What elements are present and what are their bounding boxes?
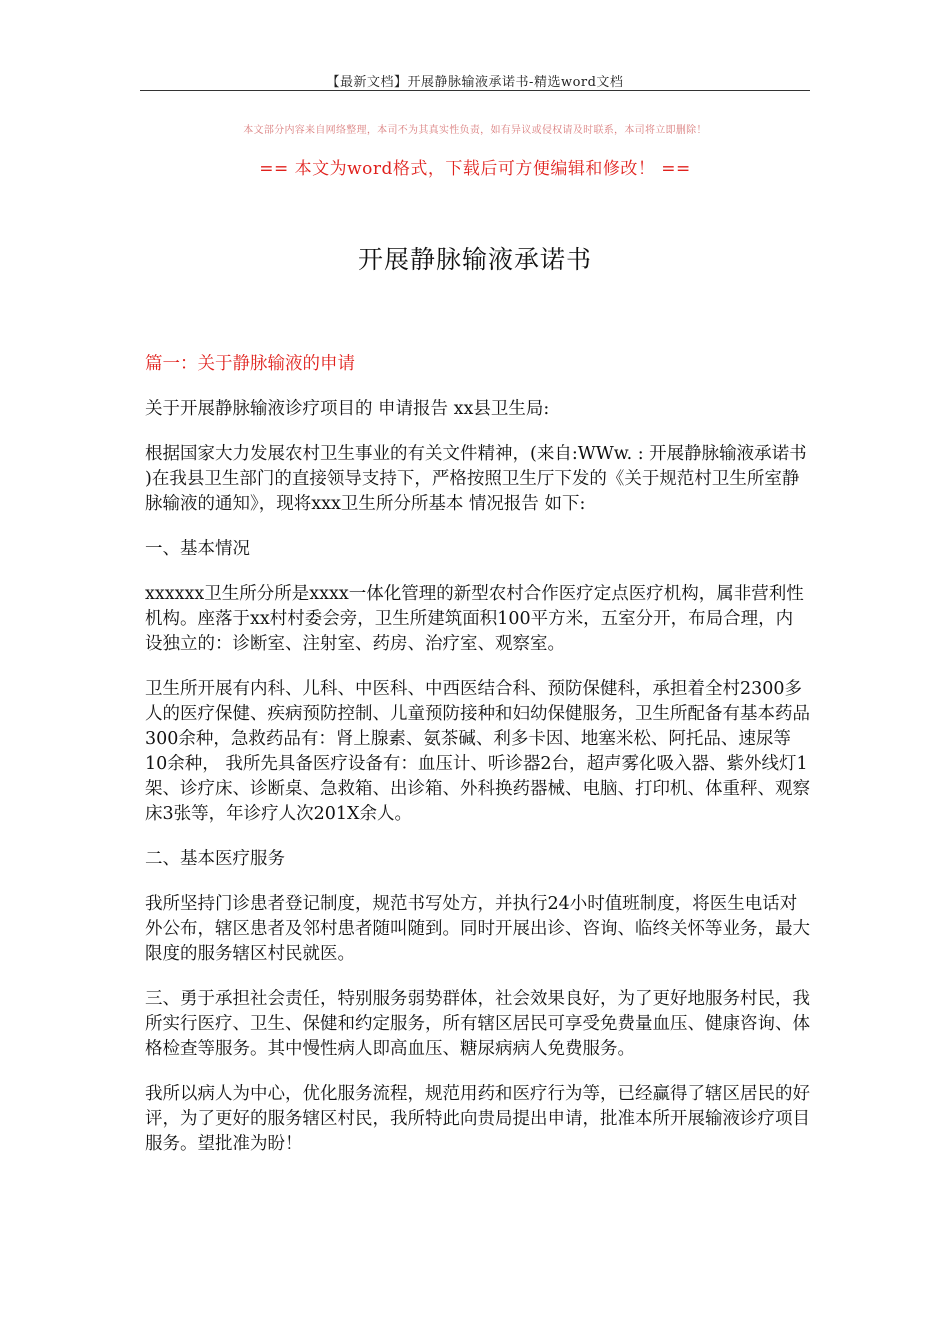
disclaimer-text: 本文部分内容来自网络整理，本司不为其真实性负责，如有异议或侵权请及时联系，本司将立即删除！ [243, 125, 707, 136]
heading-medical-services: 二、基本医疗服务 [145, 849, 285, 869]
heading-basic-info: 一、基本情况 [145, 539, 250, 559]
paragraph-intro: 根据国家大力发展农村卫生事业的有关文件精神，(来自:WWw. : 开展静脉输液承诺书 )在我县卫生部门的直接领导支持下，严格按照卫生厅下发的《关于规范村卫生所室静脉输液的通知》，现将xxx卫生所分所基本 情况报告 如下: [145, 444, 807, 514]
section-heading: 篇一：关于静脉输液的申请 [145, 354, 355, 374]
paragraph-request: 我所以病人为中心，优化服务流程，规范用药和医疗行为等，已经赢得了辖区居民的好评，为了更好的服务辖区村民，我所特此向贵局提出申请，批准本所开展输液诊疗项目服务。望批准为盼！ [145, 1084, 810, 1154]
document-body [145, 352, 810, 1177]
paragraph-departments: 卫生所开展有内科、儿科、中医科、中西医结合科、预防保健科，承担着全村2300多人的医疗保健、疾病预防控制、儿童预防接种和妇幼保健服务，卫生所配备有基本药品300余种，急救药品有：肾上腺素、氨茶碱、利多卡因、地塞米松、阿托品、速尿等10余种， 我所先具备医疗设备有：血压计、听诊器2台，超声雾化吸入器、紫外线灯1架、诊疗床、诊断桌、急救箱、出诊箱、外科换药器械、电脑、打印机、体重秤、观察床3张等，年诊疗人次201X余人。 [145, 679, 810, 824]
document-title: 开展静脉输液承诺书 [357, 245, 592, 274]
paragraph-services: 我所坚持门诊患者登记制度，规范书写处方，并执行24小时值班制度，将医生电话对外公布，辖区患者及邻村患者随叫随到。同时开展出诊、咨询、临终关怀等业务，最大限度的服务辖区村民就医。 [145, 894, 810, 964]
paragraph-social-responsibility: 三、勇于承担社会责任，特别服务弱势群体，社会效果良好，为了更好地服务村民，我所实行医疗、卫生、保健和约定服务，所有辖区居民可享受免费量血压、健康咨询、体格检查等服务。其中慢性病人即高血压、糖尿病病人免费服务。 [145, 989, 810, 1059]
paragraph-salutation: 关于开展静脉输液诊疗项目的 申请报告 xx县卫生局: [145, 399, 550, 419]
page-header: 【最新文档】开展静脉输液承诺书-精选word文档 [326, 75, 624, 90]
format-notice: == 本文为word格式，下载后可方便编辑和修改！ == [259, 159, 691, 179]
paragraph-facility: xxxxxx卫生所分所是xxxx一体化管理的新型农村合作医疗定点医疗机构，属非营利性机构。座落于xx村村委会旁，卫生所建筑面积100平方米，五室分开，布局合理，内设独立的：诊断室、注射室、药房、治疗室、观察室。 [145, 584, 804, 654]
header-divider [140, 90, 810, 91]
